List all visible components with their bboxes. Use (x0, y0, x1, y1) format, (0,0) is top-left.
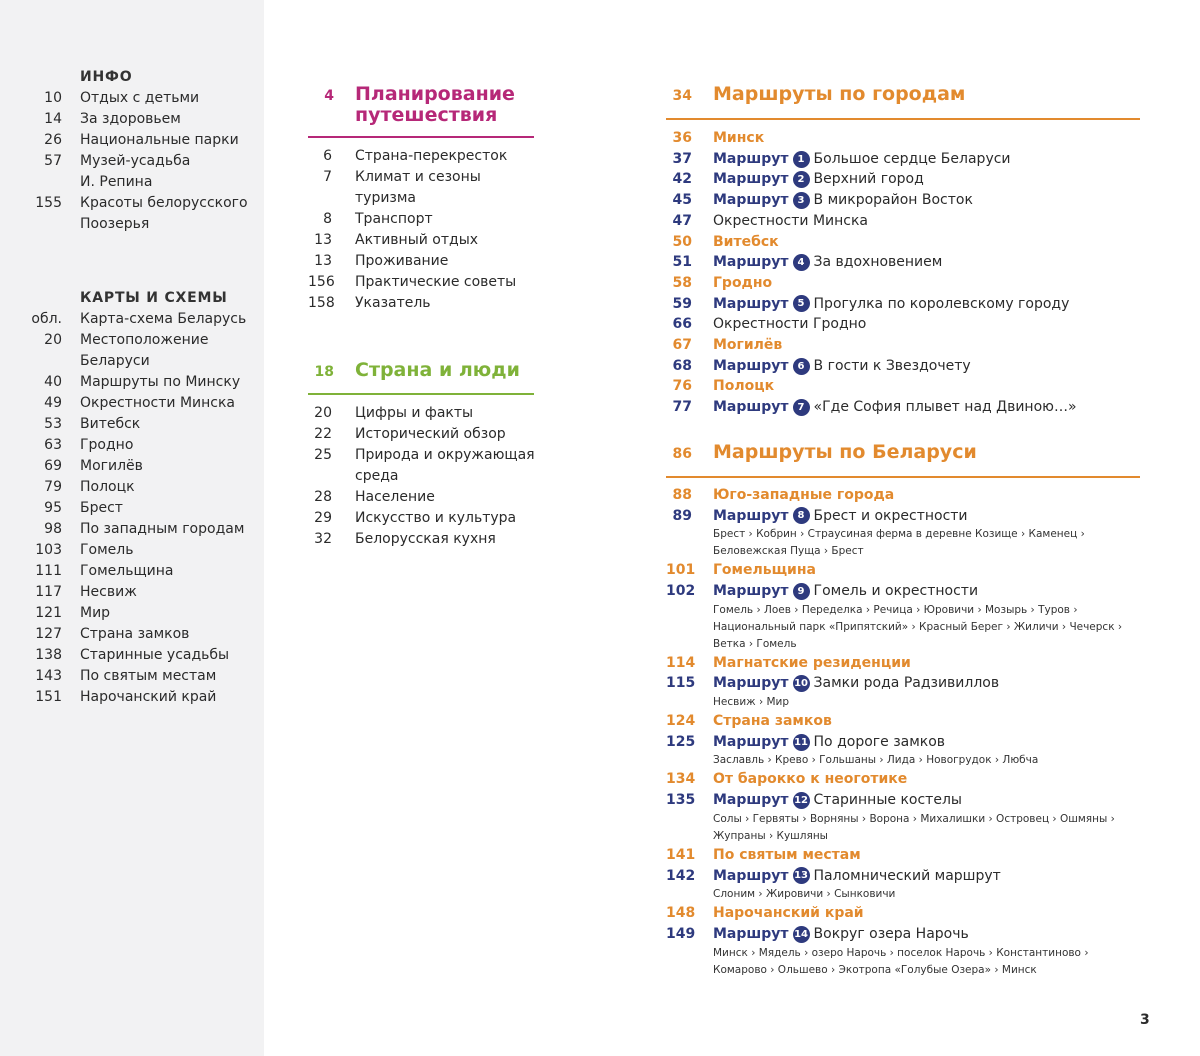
planning-title: Планирование путешествия (355, 83, 515, 126)
entry-body (713, 376, 774, 397)
route-label: Маршрут (713, 925, 789, 942)
route-label: Маршрут (713, 254, 789, 271)
entry-body (713, 845, 861, 866)
page-ref: 89 (672, 507, 692, 524)
list-item[interactable]: 69 Могилёв (44, 458, 143, 474)
route-label: Маршрут (713, 867, 789, 884)
list-item[interactable]: 127 Страна замков (35, 626, 190, 642)
route-label: Маршрут (713, 582, 789, 599)
city-name: Гомельщина (713, 562, 816, 579)
route-entry[interactable] (666, 732, 1142, 753)
entry-body (713, 560, 816, 581)
people-page-number: 18 (314, 364, 334, 380)
list-item[interactable]: 14 За здоровьем (44, 111, 181, 127)
entry-body (713, 190, 973, 211)
cities-list (666, 128, 1142, 418)
page-ref: 88 (672, 486, 692, 503)
route-stops: Брест › Кобрин › Страусиная ферма в деревне Козище › Каменец › Беловежская Пуща › Брест (713, 528, 1085, 558)
page-ref: 47 (672, 212, 692, 229)
entry-body (713, 294, 1069, 315)
entry-body (713, 866, 1001, 887)
belarus-page-number: 86 (672, 445, 692, 462)
page-ref: 42 (672, 171, 692, 188)
list-item[interactable]: 40 Маршруты по Минску (44, 374, 241, 390)
list-item[interactable]: 49 Окрестности Минска (44, 395, 236, 411)
belarus-divider (666, 476, 1140, 478)
list-item[interactable]: 151 Нарочанский край (35, 689, 217, 705)
route-title: В гости к Звездочету (813, 357, 971, 374)
route-stops: Минск › Мядель › озеро Нарочь › поселок Нарочь › Константиново › Комарово › Ольшево › Экотропа «Голубые Озера» › Минск (713, 946, 1089, 976)
page-ref: 142 (666, 867, 696, 884)
entry-body (713, 128, 764, 149)
route-title: Верхний город (813, 171, 924, 188)
route-entry[interactable] (666, 397, 1142, 418)
route-number-badge: 4 (793, 254, 810, 271)
city-entry[interactable] (666, 273, 1142, 294)
page-ref: 134 (666, 771, 696, 788)
info-list (30, 88, 262, 235)
page-ref: 66 (672, 316, 692, 333)
page-number: 3 (1140, 1012, 1150, 1028)
entry-body (713, 485, 894, 506)
list-item[interactable] (666, 211, 1142, 232)
people-divider (308, 393, 534, 395)
route-title: Большое сердце Беларуси (813, 150, 1011, 167)
route-title: В микрорайон Восток (813, 192, 973, 209)
entry-body (713, 232, 779, 253)
route-number-badge: 5 (793, 295, 810, 312)
page-ref: 37 (672, 150, 692, 167)
list-item[interactable]: 111 Гомельщина (35, 563, 174, 579)
city-entry[interactable] (666, 769, 1142, 790)
maps-list (30, 309, 262, 708)
route-label: Маршрут (713, 733, 789, 750)
people-title: Страна и люди (355, 359, 520, 381)
route-entry[interactable] (666, 190, 1142, 211)
city-entry[interactable] (666, 376, 1142, 397)
city-entry[interactable] (666, 232, 1142, 253)
city-name: Могилёв (713, 337, 783, 354)
route-number-badge: 10 (793, 675, 810, 692)
route-title: Гомель и окрестности (813, 582, 979, 599)
city-entry[interactable] (666, 711, 1142, 732)
list-item[interactable]: Поозерья (80, 216, 150, 232)
list-item[interactable]: 13 Проживание (314, 253, 449, 269)
cities-page-number: 34 (672, 88, 692, 104)
list-item[interactable]: 143 По святым местам (35, 668, 217, 684)
city-name: Нарочанский край (713, 905, 864, 922)
list-item[interactable]: 26 Национальные парки (44, 132, 239, 148)
list-item[interactable]: 158 Указатель (308, 295, 431, 311)
route-label: Маршрут (713, 792, 789, 809)
route-entry[interactable] (666, 252, 1142, 273)
entry-body (713, 769, 907, 790)
route-entry[interactable] (666, 581, 1142, 602)
entry-body (713, 397, 1077, 418)
route-label: Маршрут (713, 295, 789, 312)
entry-body (713, 211, 868, 232)
cities-title: Маршруты по городам (713, 83, 966, 105)
page-ref: 125 (666, 733, 696, 750)
route-title: Паломнический маршрут (813, 867, 1001, 884)
route-label: Маршрут (713, 192, 789, 209)
city-name: Страна замков (713, 713, 832, 730)
route-title: Замки рода Радзивиллов (813, 675, 1000, 692)
list-item[interactable]: 98 По западным городам (44, 521, 245, 537)
route-label: Маршрут (713, 507, 789, 524)
route-label: Маршрут (713, 357, 789, 374)
list-item[interactable]: 117 Несвиж (35, 584, 137, 600)
page-ref: 36 (672, 130, 692, 146)
route-entry[interactable] (666, 506, 1142, 527)
page-ref: 77 (672, 399, 692, 416)
list-item[interactable]: 57 Музей-усадьба (44, 153, 191, 169)
city-entry[interactable] (666, 335, 1142, 356)
route-entry[interactable] (666, 673, 1142, 694)
city-entry[interactable] (666, 653, 1142, 674)
route-stops: Заславль › Крево › Гольшаны › Лида › Новогрудок › Любча (713, 754, 1039, 767)
list-item[interactable]: 156 Практические советы (308, 274, 517, 290)
route-number-badge: 12 (793, 792, 810, 809)
page-ref: 76 (672, 378, 692, 395)
route-number-badge: 13 (793, 867, 810, 884)
page-ref: 101 (666, 562, 696, 579)
page-ref: 67 (672, 337, 692, 354)
route-label: Маршрут (713, 171, 789, 188)
list-item[interactable]: 25 Природа и окружающая (314, 447, 535, 463)
route-label: Маршрут (713, 399, 789, 416)
entry-body (713, 653, 911, 674)
city-entry[interactable] (666, 560, 1142, 581)
routes-column (666, 84, 1142, 979)
planning-title-block[interactable] (308, 84, 536, 126)
entry-body (713, 581, 978, 602)
city-entry[interactable] (666, 903, 1142, 924)
city-name: Витебск (713, 233, 779, 250)
planning-column (308, 84, 536, 550)
route-number-badge: 2 (793, 171, 810, 188)
route-number-badge: 8 (793, 507, 810, 524)
entry-body (713, 169, 924, 190)
people-list (308, 403, 536, 550)
route-stops: Гомель › Лоев › Переделка › Речица › Юровичи › Мозырь › Туров › Национальный парк «Припятский» › Красный Берег › Жиличи › Чечерск › Ветка › Гомель (713, 603, 1123, 650)
route-title: Вокруг озера Нарочь (813, 925, 969, 942)
list-item[interactable]: 79 Полоцк (44, 479, 135, 495)
page-ref: 149 (666, 925, 696, 942)
city-name: По святым местам (713, 846, 861, 863)
entry-body (713, 252, 942, 273)
entry-body (713, 356, 971, 377)
list-item[interactable]: 28 Население (314, 489, 435, 505)
entry-body (713, 732, 945, 753)
list-item[interactable]: 155 Красоты белорусского (35, 195, 248, 211)
route-label: Маршрут (713, 150, 789, 167)
entry-body (713, 903, 864, 924)
entry-body (713, 506, 968, 527)
entry-title: Окрестности Гродно (713, 316, 867, 333)
planning-page-number: 4 (324, 88, 334, 104)
city-name: Гродно (713, 274, 773, 291)
route-number-badge: 7 (793, 399, 810, 416)
list-item[interactable]: 138 Старинные усадьбы (35, 647, 230, 663)
city-name: Магнатские резиденции (713, 654, 911, 671)
list-item[interactable]: 121 Мир (35, 605, 111, 621)
page-ref: 45 (672, 192, 692, 209)
list-item[interactable]: обл. Карта-схема Беларусь (31, 311, 247, 327)
route-entry[interactable] (666, 169, 1142, 190)
city-entry[interactable] (666, 128, 1142, 149)
page-ref: 124 (666, 713, 696, 730)
list-item[interactable]: 32 Белорусская кухня (314, 531, 496, 547)
planning-divider (308, 136, 534, 138)
list-item[interactable]: 8 Транспорт (323, 211, 433, 227)
route-title: «Где София плывет над Двиною…» (813, 399, 1077, 416)
list-item[interactable]: Беларуси (80, 353, 150, 369)
belarus-list (666, 485, 1142, 979)
route-title: Старинные костелы (813, 792, 962, 809)
route-title: Брест и окрестности (813, 507, 968, 524)
page-ref: 58 (672, 274, 692, 291)
route-number-badge: 3 (793, 192, 810, 209)
entry-body (713, 711, 832, 732)
list-item[interactable]: 53 Витебск (44, 416, 141, 432)
list-item[interactable]: 20 Цифры и факты (314, 405, 474, 421)
list-item[interactable]: 7 Климат и сезоны туризма (323, 169, 481, 206)
entry-body (713, 924, 969, 945)
page-ref: 68 (672, 357, 692, 374)
list-item[interactable]: И. Репина (80, 174, 153, 190)
list-item[interactable]: 10 Отдых с детьми (44, 90, 200, 106)
entry-body (713, 314, 866, 335)
route-entry[interactable] (666, 866, 1142, 887)
list-item[interactable]: 13 Активный отдых (314, 232, 479, 248)
route-title: По дороге замков (813, 733, 946, 750)
list-item[interactable]: 6 Страна-перекресток (323, 148, 508, 164)
list-item[interactable] (666, 314, 1142, 335)
route-stops: Солы › Гервяты › Ворняны › Ворона › Михалишки › Островец › Ошмяны › Жупраны › Кушляны (713, 812, 1115, 842)
page-ref: 50 (672, 233, 692, 250)
list-item[interactable]: 20 Местоположение (44, 332, 209, 348)
info-column (30, 66, 262, 708)
page-ref: 135 (666, 792, 696, 809)
city-entry[interactable] (666, 845, 1142, 866)
page-ref: 59 (672, 295, 692, 312)
entry-body (713, 335, 782, 356)
route-number-badge: 14 (793, 926, 810, 943)
route-title: Прогулка по королевскому городу (813, 295, 1070, 312)
route-entry[interactable] (666, 149, 1142, 170)
list-item[interactable]: 29 Искусство и культура (314, 510, 517, 526)
route-number-badge: 9 (793, 583, 810, 600)
route-number-badge: 11 (793, 734, 810, 751)
city-name: Юго-западные города (713, 486, 895, 503)
route-stops: Слоним › Жировичи › Сынковичи (713, 888, 896, 901)
city-name: От барокко к неоготике (713, 771, 908, 788)
entry-body (713, 673, 999, 694)
page-ref: 51 (672, 254, 692, 271)
route-title: За вдохновением (813, 254, 943, 271)
list-item[interactable]: среда (355, 468, 399, 484)
page-ref: 148 (666, 905, 696, 922)
city-name: Минск (713, 130, 765, 146)
entry-title: Окрестности Минска (713, 212, 869, 229)
planning-list (308, 146, 536, 314)
list-item[interactable]: 95 Брест (44, 500, 123, 516)
route-entry[interactable] (666, 294, 1142, 315)
list-item[interactable]: 103 Гомель (35, 542, 134, 558)
page-ref: 115 (666, 675, 696, 692)
city-name: Полоцк (713, 378, 775, 395)
maps-heading: КАРТЫ И СХЕМЫ (80, 290, 228, 306)
info-heading: ИНФО (80, 69, 133, 85)
people-title-block[interactable] (308, 360, 536, 384)
entry-body (713, 149, 1011, 170)
cities-title-block[interactable] (666, 84, 1142, 108)
route-stops: Несвиж › Мир (713, 696, 790, 709)
route-entry[interactable] (666, 356, 1142, 377)
city-entry[interactable] (666, 485, 1142, 506)
entry-body (713, 790, 962, 811)
page-ref: 114 (666, 654, 696, 671)
page-ref: 141 (666, 846, 696, 863)
entry-body (713, 273, 772, 294)
route-number-badge: 1 (793, 151, 810, 168)
route-label: Маршрут (713, 675, 789, 692)
route-entry[interactable] (666, 790, 1142, 811)
list-item[interactable]: 22 Исторический обзор (314, 426, 506, 442)
list-item[interactable]: 63 Гродно (44, 437, 134, 453)
route-entry[interactable] (666, 924, 1142, 945)
page-ref: 102 (666, 582, 696, 599)
belarus-title-block[interactable] (666, 442, 1142, 466)
cities-divider (666, 118, 1140, 120)
route-number-badge: 6 (793, 358, 810, 375)
belarus-title: Маршруты по Беларуси (713, 440, 977, 463)
